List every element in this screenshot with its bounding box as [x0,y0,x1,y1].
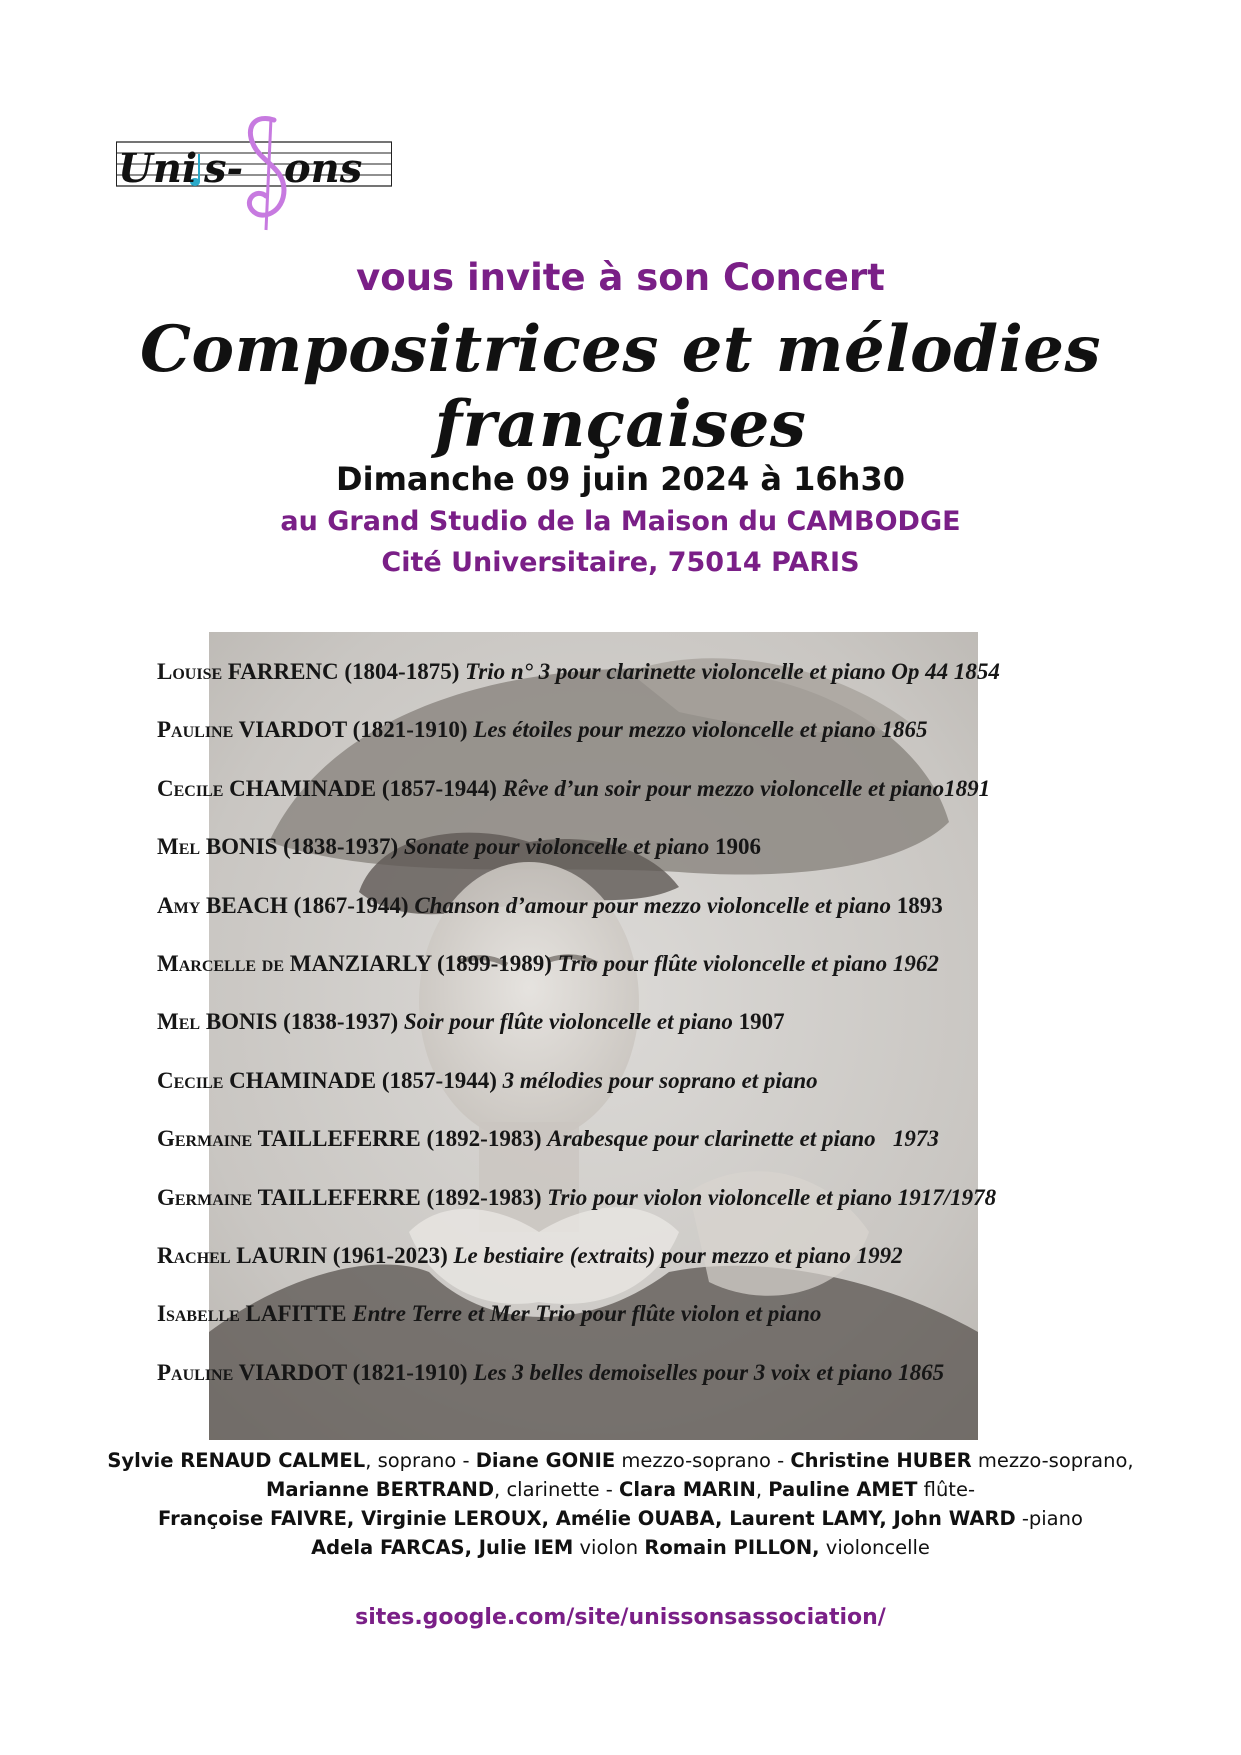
work-title: Les étoiles pour mezzo violoncelle et piano 1865 [473,717,928,743]
performer-name: Marianne BERTRAND [266,1478,495,1501]
composer-first-name: Louise [157,659,223,684]
composer-first-name: Germaine [157,1184,253,1210]
composer-last-name: BONIS [205,1009,278,1035]
performer-role: , [755,1478,769,1501]
program-item [157,1240,1097,1298]
program-item [157,890,1097,948]
composer-last-name: BEACH [206,892,288,918]
performer-name: Adela FARCAS, Julie IEM [311,1536,574,1559]
performers-line-1 [0,1446,1241,1475]
performer-name: Françoise FAIVRE, Virginie LEROUX, Amélie OUABA, Laurent LAMY, John WARD [158,1507,1016,1530]
composer-dates: (1821-1910) [352,717,468,743]
logo-text-right: ons [284,145,363,192]
logo-text-mid: s- [204,145,244,192]
program-item [157,1298,1097,1356]
composer-last-name: TAILLEFERRE [257,1126,421,1152]
work-year: 1906 [715,834,762,860]
composer-first-name: Rachel [157,1242,231,1268]
concert-date: Dimanche 09 juin 2024 à 16h30 [336,460,905,498]
composer-last-name: CHAMINADE [229,1067,377,1093]
work-title: Chanson d’amour pour mezzo violoncelle et piano [414,892,891,918]
venue-line-1: au Grand Studio de la Maison du CAMBODGE [280,506,961,537]
composer-last-name: TAILLEFERRE [257,1184,421,1210]
composer-first-name: Mel [157,1009,201,1035]
work-title: Trio n° 3 pour clarinette violoncelle et piano Op 44 1854 [465,659,1000,684]
composer-first-name: Amy [157,892,201,918]
composer-first-name: Marcelle de [157,950,285,976]
performer-role: , clarinette - [494,1478,620,1501]
composer-first-name: Germaine [157,1126,253,1152]
composer-last-name: LAURIN [236,1242,327,1268]
program-list [157,656,1097,1415]
performers-line-2 [0,1475,1241,1504]
performer-name: Christine HUBER [790,1449,972,1472]
performer-role: violoncelle [819,1536,930,1559]
performer-name: Diane GONIE [475,1449,616,1472]
composer-dates: (1857-1944) [381,1067,497,1093]
composer-dates: (1804-1875) [344,659,460,684]
composer-first-name: Isabelle [157,1301,240,1327]
performer-name: Sylvie RENAUD CALMEL [107,1449,366,1472]
composer-dates: (1867-1944) [293,892,409,918]
program-item [157,1123,1097,1181]
work-year: 1893 [896,892,943,918]
program-item [157,656,1097,714]
invite-line: vous invite à son Concert [356,256,885,299]
concert-title: Compositrices et mélodies françaises [139,312,1102,462]
composer-first-name: Cecile [157,1067,224,1093]
program-item [157,831,1097,889]
composer-last-name: FARRENC [227,659,339,684]
performers-block [0,1446,1241,1562]
work-title: Sonate pour violoncelle et piano [403,834,710,860]
work-title: Soir pour flûte violoncelle et piano [403,1009,733,1035]
composer-dates: (1899-1989) [436,950,552,976]
performer-name: Clara MARIN [619,1478,756,1501]
performer-role: violon [573,1536,645,1559]
program-item [157,773,1097,831]
work-title: Entre Terre et Mer Trio pour flûte violon et piano [352,1301,822,1327]
performers-line-3 [0,1504,1241,1533]
performer-role: mezzo-soprano - [615,1449,791,1472]
composer-last-name: VIARDOT [238,1359,347,1385]
composer-first-name: Pauline [157,717,234,743]
work-title: Le bestiaire (extraits) pour mezzo et piano 1992 [453,1242,903,1268]
work-title: Les 3 belles demoiselles pour 3 voix et piano 1865 [473,1359,945,1385]
composer-dates: (1857-1944) [381,775,497,801]
composer-dates: (1892-1983) [426,1126,542,1152]
work-title: 3 mélodies pour soprano et piano [502,1067,818,1093]
composer-last-name: BONIS [205,834,278,860]
program-item [157,1357,1097,1415]
performer-name: Pauline AMET [768,1478,918,1501]
program-item [157,948,1097,1006]
logo-text-left: Uni [118,145,198,192]
work-title: Arabesque pour clarinette et piano 1973 [547,1126,939,1152]
unis-sons-logo [116,112,406,237]
composer-last-name: LAFITTE [245,1301,347,1327]
composer-dates: (1838-1937) [283,834,399,860]
program-item [157,1006,1097,1064]
work-year: 1907 [738,1009,785,1035]
performer-role: , soprano - [365,1449,476,1472]
composer-last-name: CHAMINADE [229,775,377,801]
performer-role: -piano [1015,1507,1083,1530]
composer-first-name: Mel [157,834,201,860]
work-title: Rêve d’un soir pour mezzo violoncelle et piano1891 [502,775,991,801]
work-title: Trio pour violon violoncelle et piano 1917/1978 [547,1184,997,1210]
venue-line-2: Cité Universitaire, 75014 PARIS [381,547,860,578]
composer-first-name: Cecile [157,775,224,801]
composer-last-name: VIARDOT [238,717,347,743]
work-title: Trio pour flûte violoncelle et piano 1962 [557,950,939,976]
composer-dates: (1838-1937) [283,1009,399,1035]
performers-line-4 [0,1533,1241,1562]
performer-name: Romain PILLON, [644,1536,820,1559]
performer-role: mezzo-soprano, [971,1449,1134,1472]
performer-role: flûte- [917,1478,975,1501]
composer-dates: (1821-1910) [352,1359,468,1385]
composer-first-name: Pauline [157,1359,234,1385]
program-item [157,1182,1097,1240]
logo-graphic [116,112,406,237]
composer-last-name: MANZIARLY [289,950,432,976]
composer-dates: (1961-2023) [332,1242,448,1268]
composer-dates: (1892-1983) [426,1184,542,1210]
program-item [157,714,1097,772]
website-link[interactable]: sites.google.com/site/unissonsassociation/ [355,1605,886,1630]
program-item [157,1065,1097,1123]
